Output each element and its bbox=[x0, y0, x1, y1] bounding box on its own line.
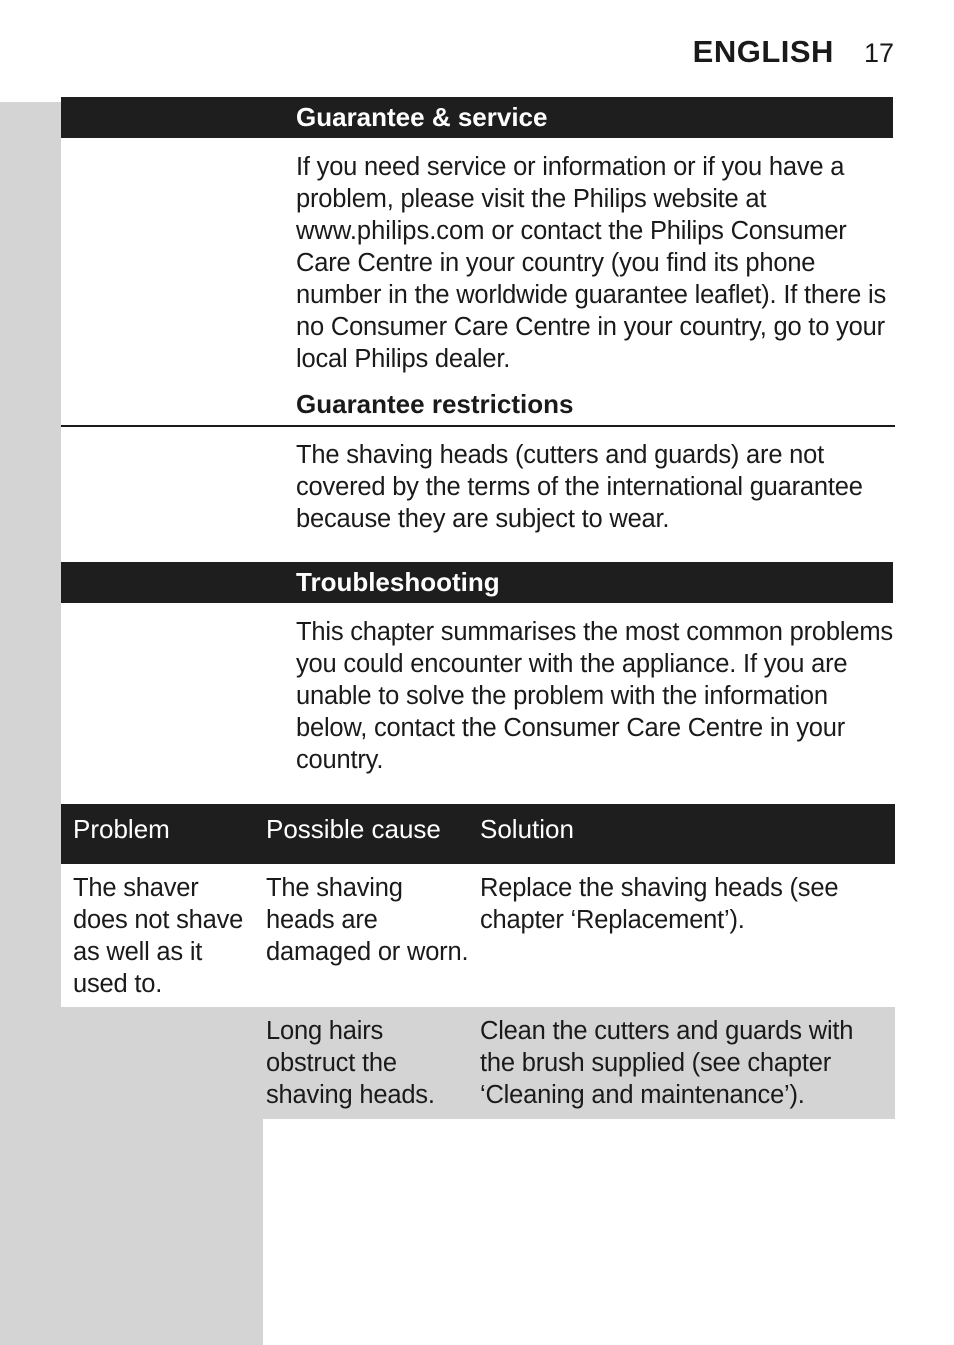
guarantee-service-text-start: If you need service or information or if you have a problem, please visit the Philips website at bbox=[296, 153, 845, 213]
guarantee-service-text-end: or contact the Philips Consumer Care Centre in your country (you find its phone number in the worldwide guarantee leaflet). If there is no Consumer Care Centre in your country, go to your local Philips dealer. bbox=[296, 217, 886, 373]
section-title-guarantee-service: Guarantee & service bbox=[296, 102, 548, 132]
heading-rule bbox=[61, 425, 895, 427]
column-header-problem: Problem bbox=[73, 814, 170, 844]
section-heading-bar bbox=[61, 97, 893, 138]
guarantee-service-paragraph bbox=[296, 151, 896, 375]
page-number: 17 bbox=[863, 38, 894, 68]
cause-cell: Long hairs obstruct the shaving heads. bbox=[266, 1017, 435, 1109]
troubleshooting-paragraph: This chapter summarises the most common problems you could encounter with the appliance. If you are unable to solve the problem with the information below, contact the Consumer Care Centre in your country. bbox=[296, 618, 893, 774]
margin-panel bbox=[61, 603, 263, 804]
problem-cell: The shaver does not shave as well as it used to. bbox=[73, 874, 244, 998]
margin-panel bbox=[61, 427, 263, 562]
language-label: ENGLISH bbox=[692, 34, 834, 69]
section-title-troubleshooting: Troubleshooting bbox=[296, 567, 500, 597]
solution-cell: Clean the cutters and guards with the brush supplied (see chapter ‘Cleaning and maintenance’). bbox=[480, 1017, 854, 1109]
table-row bbox=[61, 1007, 895, 1119]
margin-panel bbox=[61, 138, 263, 425]
guarantee-restrictions-heading: Guarantee restrictions bbox=[296, 389, 574, 419]
column-header-possible-cause: Possible cause bbox=[266, 814, 441, 844]
cause-cell: The shaving heads are damaged or worn. bbox=[266, 874, 469, 966]
solution-cell: Replace the shaving heads (see chapter ‘Replacement’). bbox=[480, 874, 839, 934]
section-heading-bar bbox=[61, 562, 893, 603]
table-row bbox=[61, 864, 895, 1007]
philips-website-link[interactable]: www.philips.com bbox=[296, 217, 485, 245]
column-header-solution: Solution bbox=[480, 814, 574, 844]
page-header bbox=[693, 34, 894, 70]
guarantee-restrictions-paragraph: The shaving heads (cutters and guards) are not covered by the terms of the international guarantee because they are subject to wear. bbox=[296, 441, 863, 533]
table-header-row bbox=[61, 804, 895, 864]
